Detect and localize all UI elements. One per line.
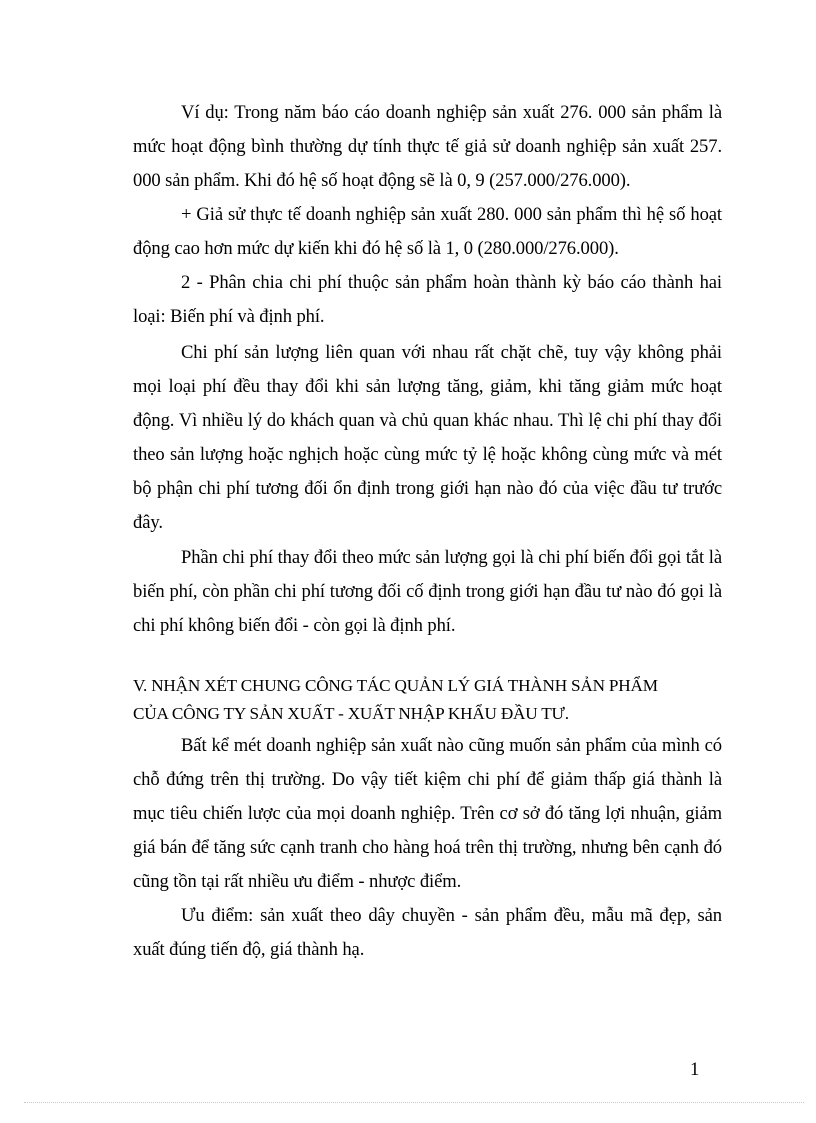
paragraph-advantages: Ưu điểm: sản xuất theo dây chuyền - sản phẩm đều, mẫu mã đẹp, sản xuất đúng tiến độ, giá thành hạ. [133,905,722,960]
paragraph-higher-activity-ratio: + Giả sử thực tế doanh nghiệp sản xuất 280. 000 sản phẩm thì hệ số hoạt động cao hơn mức dự kiến khi đó hệ số là 1, 0 (280.000/276.000). [133,204,722,259]
page-bottom-divider [24,1102,804,1103]
paragraph-variable-fixed-costs: Phần chi phí thay đổi theo mức sản lượng gọi là chi phí biến đổi gọi tắt là biến phí, còn phần chi phí tương đối cố định trong giới hạn đầu tư nào đó gọi là chi phí không biến đổi - còn gọi là định phí. [133,547,722,636]
paragraph-cost-saving-goal: Bất kể mét doanh nghiệp sản xuất nào cũng muốn sản phẩm của mình có chỗ đứng trên thị trường. Do vậy tiết kiệm chi phí để giảm thấp giá thành là mục tiêu chiến lược của mọi doanh nghiệp. Trên cơ sở đó tăng lợi nhuận, giảm giá bán để tăng sức cạnh tranh cho hàng hoá trên thị trường, nhưng bên cạnh đó cũng tồn tại rất nhiều ưu điểm - nhược điểm. [133,735,722,892]
section-heading-line-2: CỦA CÔNG TY SẢN XUẤT - XUẤT NHẬP KHẨU ĐẦU TƯ. [133,704,569,723]
paragraph-example-activity-ratio: Ví dụ: Trong năm báo cáo doanh nghiệp sản xuất 276. 000 sản phẩm là mức hoạt động bình thường dự tính thực tế giả sử doanh nghiệp sản xuất 257. 000 sản phẩm. Khi đó hệ số hoạt động sẽ là 0, 9 (257.000/276.000). [133,102,722,191]
section-heading-line-1: V. NHẬN XÉT CHUNG CÔNG TÁC QUẢN LÝ GIÁ THÀNH SẢN PHẨM [133,676,658,695]
paragraph-cost-classification: 2 - Phân chia chi phí thuộc sản phẩm hoàn thành kỳ báo cáo thành hai loại: Biến phí và định phí. [133,272,722,327]
paragraph-cost-output-relationship: Chi phí sản lượng liên quan với nhau rất chặt chẽ, tuy vậy không phải mọi loại phí đều thay đổi khi sản lượng tăng, giảm, khi tăng giảm mức hoạt động. Vì nhiều lý do khách quan và chủ quan khác nhau. Thì lệ chi phí thay đổi theo sản lượng hoặc nghịch hoặc cùng mức tỷ lệ hoặc không cùng mức và mét bộ phận chi phí tương đối ổn định trong giới hạn nào đó của việc đầu tư trước đây. [133,342,722,533]
page-number: 1 [690,1059,700,1080]
section-heading [133,672,733,728]
